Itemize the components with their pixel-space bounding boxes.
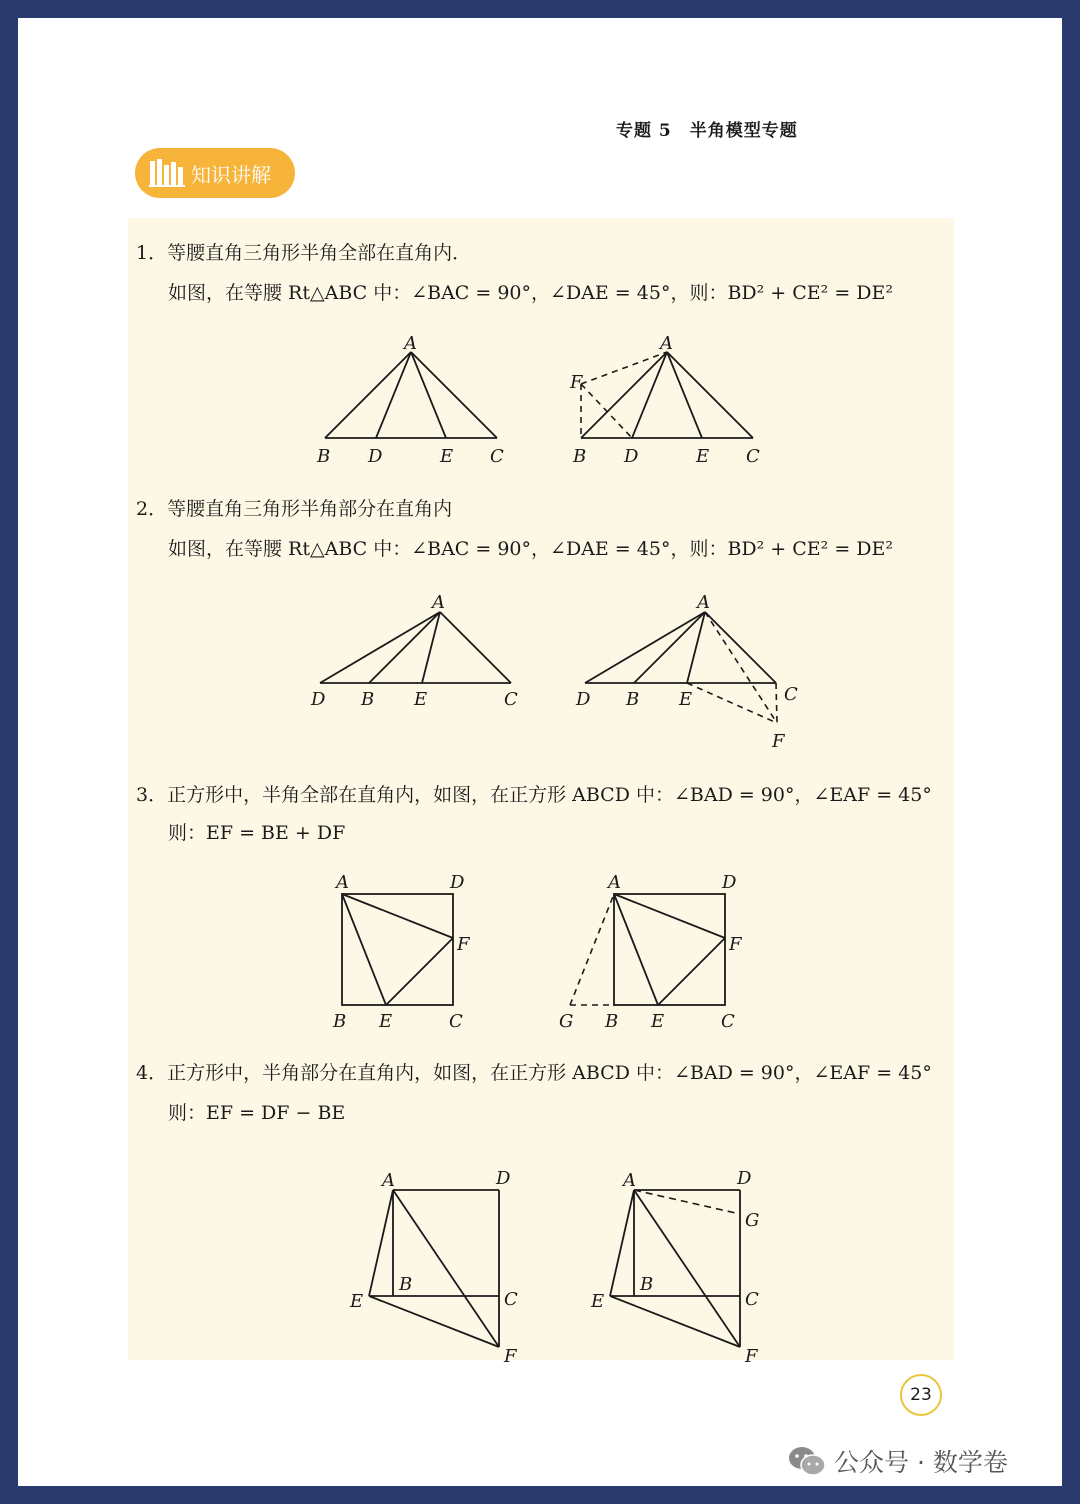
section-3-heading: 3．正方形中，半角全部在直角内，如图，在正方形 ABCD 中：∠BAD = 90°，∠EAF = 45° xyxy=(136,784,932,806)
figure-2a xyxy=(308,593,528,728)
label-F: F xyxy=(729,934,742,955)
label-D: D xyxy=(311,689,326,710)
label-A: A xyxy=(404,336,417,354)
label-B: B xyxy=(361,689,375,710)
label-E: E xyxy=(350,1291,364,1312)
label-C: C xyxy=(490,446,504,467)
figure-3a xyxy=(328,870,488,1035)
figure-3b xyxy=(556,870,756,1035)
wechat-icon xyxy=(788,1445,826,1477)
label-B: B xyxy=(317,446,331,467)
label-B: B xyxy=(605,1011,619,1032)
label-A: A xyxy=(660,336,673,354)
label-A: A xyxy=(697,593,710,613)
label-C: C xyxy=(504,1289,518,1310)
label-A: A xyxy=(336,872,349,893)
label-E: E xyxy=(651,1011,665,1032)
label-D: D xyxy=(450,872,465,893)
label-E: E xyxy=(414,689,428,710)
label-D: D xyxy=(737,1168,752,1189)
figure-2b xyxy=(573,593,813,758)
label-B: B xyxy=(640,1274,654,1295)
label-C: C xyxy=(784,684,798,705)
section-1-body: 如图，在等腰 Rt△ABC 中：∠BAC = 90°，∠DAE = 45°，则：BD² + CE² = DE² xyxy=(168,282,893,304)
label-A: A xyxy=(623,1170,636,1191)
label-C: C xyxy=(746,446,760,467)
page-number: 23 xyxy=(900,1374,942,1416)
section-4-body: 则：EF = DF − BE xyxy=(168,1102,346,1124)
label-F: F xyxy=(772,731,785,752)
page-header-title: 专题 5 半角模型专题 xyxy=(616,121,798,141)
label-G: G xyxy=(745,1210,760,1231)
section-2-heading: 2．等腰直角三角形半角部分在直角内 xyxy=(136,498,453,520)
label-A: A xyxy=(382,1170,395,1191)
label-F: F xyxy=(504,1346,517,1365)
label-B: B xyxy=(573,446,587,467)
section-3-body: 则：EF = BE + DF xyxy=(168,822,346,844)
knowledge-panel xyxy=(128,218,954,1365)
label-B: B xyxy=(399,1274,413,1295)
figure-4a xyxy=(328,1150,528,1365)
label-E: E xyxy=(440,446,454,467)
label-F: F xyxy=(745,1346,758,1365)
section-badge xyxy=(135,148,295,198)
watermark-text: 公众号 · 数学卷 xyxy=(834,1448,1008,1477)
label-G: G xyxy=(559,1011,574,1032)
figure-1b xyxy=(564,336,764,471)
figure-1a xyxy=(308,336,508,471)
label-E: E xyxy=(591,1291,605,1312)
label-E: E xyxy=(679,689,693,710)
watermark xyxy=(788,1443,1008,1479)
label-A: A xyxy=(432,593,445,613)
label-B: B xyxy=(626,689,640,710)
badge-label: 知识讲解 xyxy=(191,162,271,187)
label-D: D xyxy=(722,872,737,893)
section-1-heading: 1．等腰直角三角形半角全部在直角内． xyxy=(136,242,472,264)
label-C: C xyxy=(449,1011,463,1032)
label-E: E xyxy=(696,446,710,467)
books-icon xyxy=(149,158,185,188)
label-F: F xyxy=(570,372,583,393)
section-2-body: 如图，在等腰 Rt△ABC 中：∠BAC = 90°，∠DAE = 45°，则：BD² + CE² = DE² xyxy=(168,538,893,560)
label-C: C xyxy=(504,689,518,710)
section-4-heading: 4．正方形中，半角部分在直角内，如图，在正方形 ABCD 中：∠BAD = 90°，∠EAF = 45° xyxy=(136,1062,932,1084)
label-D: D xyxy=(576,689,591,710)
page xyxy=(18,18,1062,1486)
figure-4b xyxy=(570,1150,770,1365)
label-E: E xyxy=(379,1011,393,1032)
label-D: D xyxy=(368,446,383,467)
label-D: D xyxy=(496,1168,511,1189)
label-F: F xyxy=(457,934,470,955)
label-A: A xyxy=(608,872,621,893)
label-C: C xyxy=(745,1289,759,1310)
label-D: D xyxy=(624,446,639,467)
label-B: B xyxy=(333,1011,347,1032)
label-C: C xyxy=(721,1011,735,1032)
